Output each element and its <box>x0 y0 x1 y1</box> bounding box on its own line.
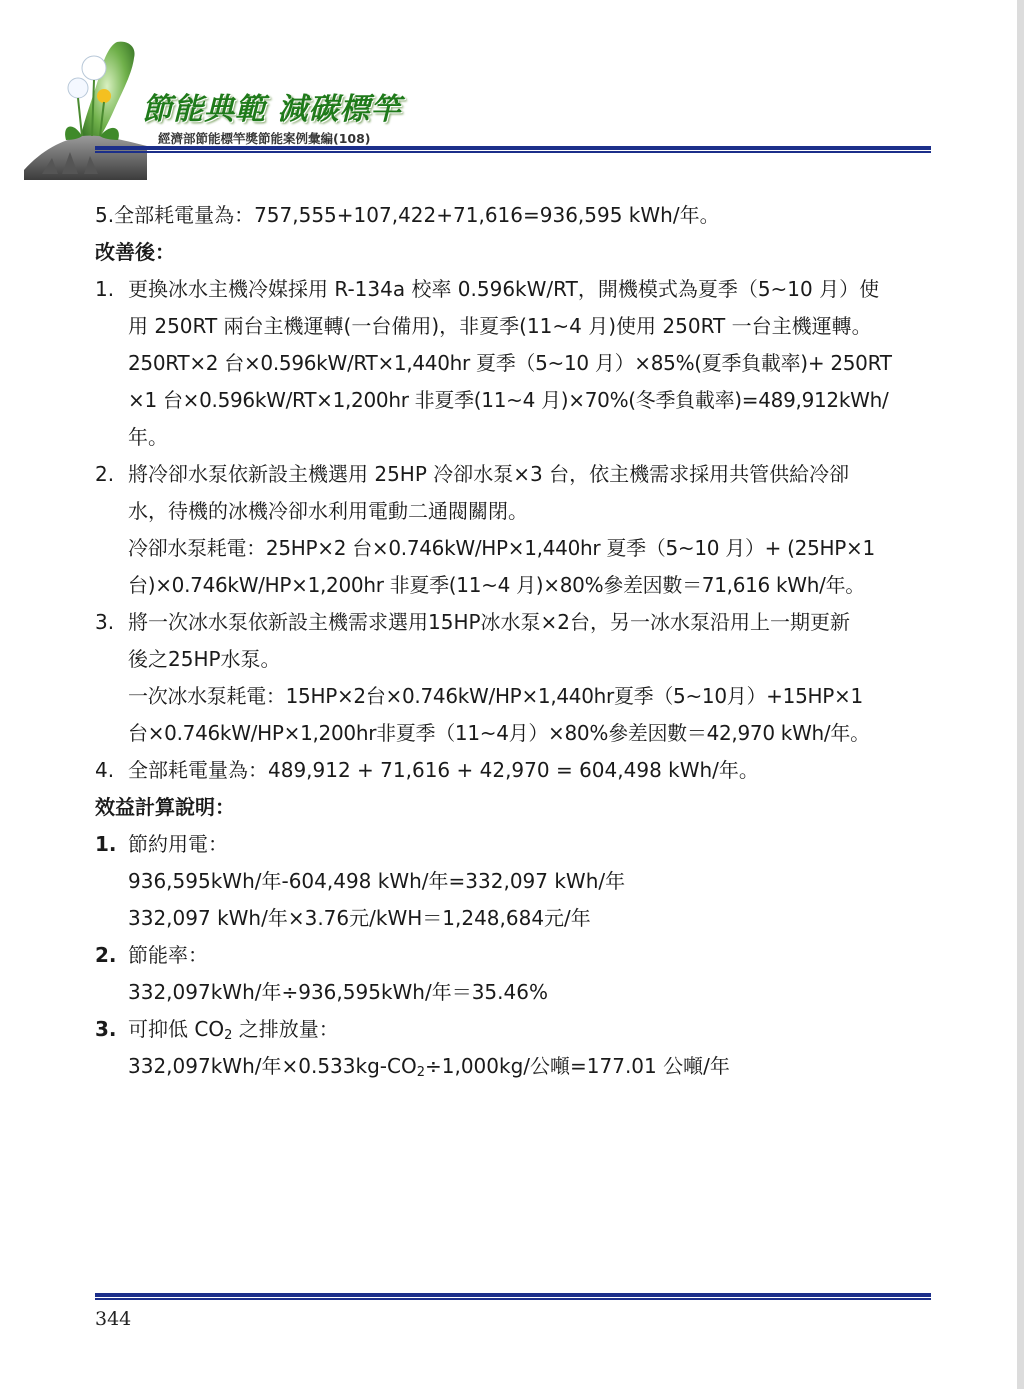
text-line: 250RT×2 台×0.596kW/RT×1,440hr 夏季（5~10 月）×85%(夏季負載率)+ 250RT <box>128 351 892 375</box>
text-segment: 之排放量： <box>232 1017 339 1041</box>
list-number: 3. <box>95 610 115 634</box>
list-item <box>95 271 935 308</box>
section-heading-after-improvement: 改善後： <box>95 240 175 264</box>
text-line: 5.全部耗電量為：757,555+107,422+71,616=936,595 kWh/年。 <box>95 203 720 227</box>
page-content <box>95 197 935 1085</box>
text-line: 936,595kWh/年-604,498 kWh/年=332,097 kWh/年 <box>128 869 626 893</box>
text-segment: 332,097kWh/年×0.533kg-CO <box>128 1054 417 1078</box>
page-edge <box>1017 0 1024 1389</box>
text-line: 冷卻水泵耗電：25HP×2 台×0.746kW/HP×1,440hr 夏季（5~10 月）+ (25HP×1 <box>128 536 875 560</box>
text-line: 台×0.746kW/HP×1,200hr非夏季（11~4月）×80%參差因數＝42,970 kWh/年。 <box>128 721 870 745</box>
footer-rule-thick <box>95 1293 931 1297</box>
list-item <box>95 752 935 789</box>
list-number: 1. <box>95 277 115 301</box>
text-line: 後之25HP水泵。 <box>128 647 281 671</box>
text-line: 332,097kWh/年÷936,595kWh/年＝35.46% <box>128 980 548 1004</box>
list-item <box>95 1011 935 1048</box>
list-item <box>95 456 935 493</box>
list-number: 4. <box>95 758 115 782</box>
brand-title: 節能典範 減碳標竿 <box>142 92 402 127</box>
list-number: 2. <box>95 943 117 967</box>
subscript: 2 <box>224 1028 233 1043</box>
text-line: 將一次冰水泵依新設主機需求選用15HP冰水泵×2台，另一冰水泵沿用上一期更新 <box>128 610 851 634</box>
text-line: 節約用電： <box>128 832 228 856</box>
text-line: 更換冰水主機冷媒採用 R-134a 校率 0.596kW/RT，開機模式為夏季（5~10 月）使 <box>128 277 880 301</box>
text-line: 全部耗電量為：489,912 + 71,616 + 42,970 = 604,498 kWh/年。 <box>128 758 759 782</box>
text-segment: ÷1,000kg/公噸=177.01 公噸/年 <box>424 1054 730 1078</box>
text-line: 332,097 kWh/年×3.76元/kWH＝1,248,684元/年 <box>128 906 591 930</box>
publication-subtitle: 經濟部節能標竿獎節能案例彙編(108) <box>158 131 371 146</box>
list-item <box>95 826 935 863</box>
footer-rule-thin <box>95 1298 931 1300</box>
header-rule-thin <box>95 151 931 153</box>
list-number: 2. <box>95 462 115 486</box>
page-number: 344 <box>95 1308 132 1330</box>
list-item <box>95 937 935 974</box>
text-line: 將冷卻水泵依新設主機選用 25HP 冷卻水泵×3 台，依主機需求採用共管供給冷卻 <box>128 462 850 486</box>
text-line: 台)×0.746kW/HP×1,200hr 非夏季(11~4 月)×80%參差因數＝71,616 kWh/年。 <box>128 573 865 597</box>
section-heading-benefit: 效益計算說明： <box>95 795 235 819</box>
text-line: 水，待機的冰機冷卻水利用電動二通閥關閉。 <box>128 499 528 523</box>
text-line: ×1 台×0.596kW/RT×1,200hr 非夏季(11~4 月)×70%(冬季負載率)=489,912kWh/ <box>128 388 889 412</box>
text-line: 一次冰水泵耗電：15HP×2台×0.746kW/HP×1,440hr夏季（5~10月）+15HP×1 <box>128 684 863 708</box>
list-number: 1. <box>95 832 117 856</box>
text-line <box>95 1048 935 1085</box>
text-line: 年。 <box>128 425 168 449</box>
text-line: 用 250RT 兩台主機運轉(一台備用)，非夏季(11~4 月)使用 250RT 一台主機運轉。 <box>128 314 872 338</box>
list-item <box>95 604 935 641</box>
header-rule-thick <box>95 146 931 150</box>
text-line: 節能率： <box>128 943 208 967</box>
text-segment: 可抑低 CO <box>128 1017 225 1041</box>
list-number: 3. <box>95 1017 117 1041</box>
subscript: 2 <box>416 1065 425 1080</box>
